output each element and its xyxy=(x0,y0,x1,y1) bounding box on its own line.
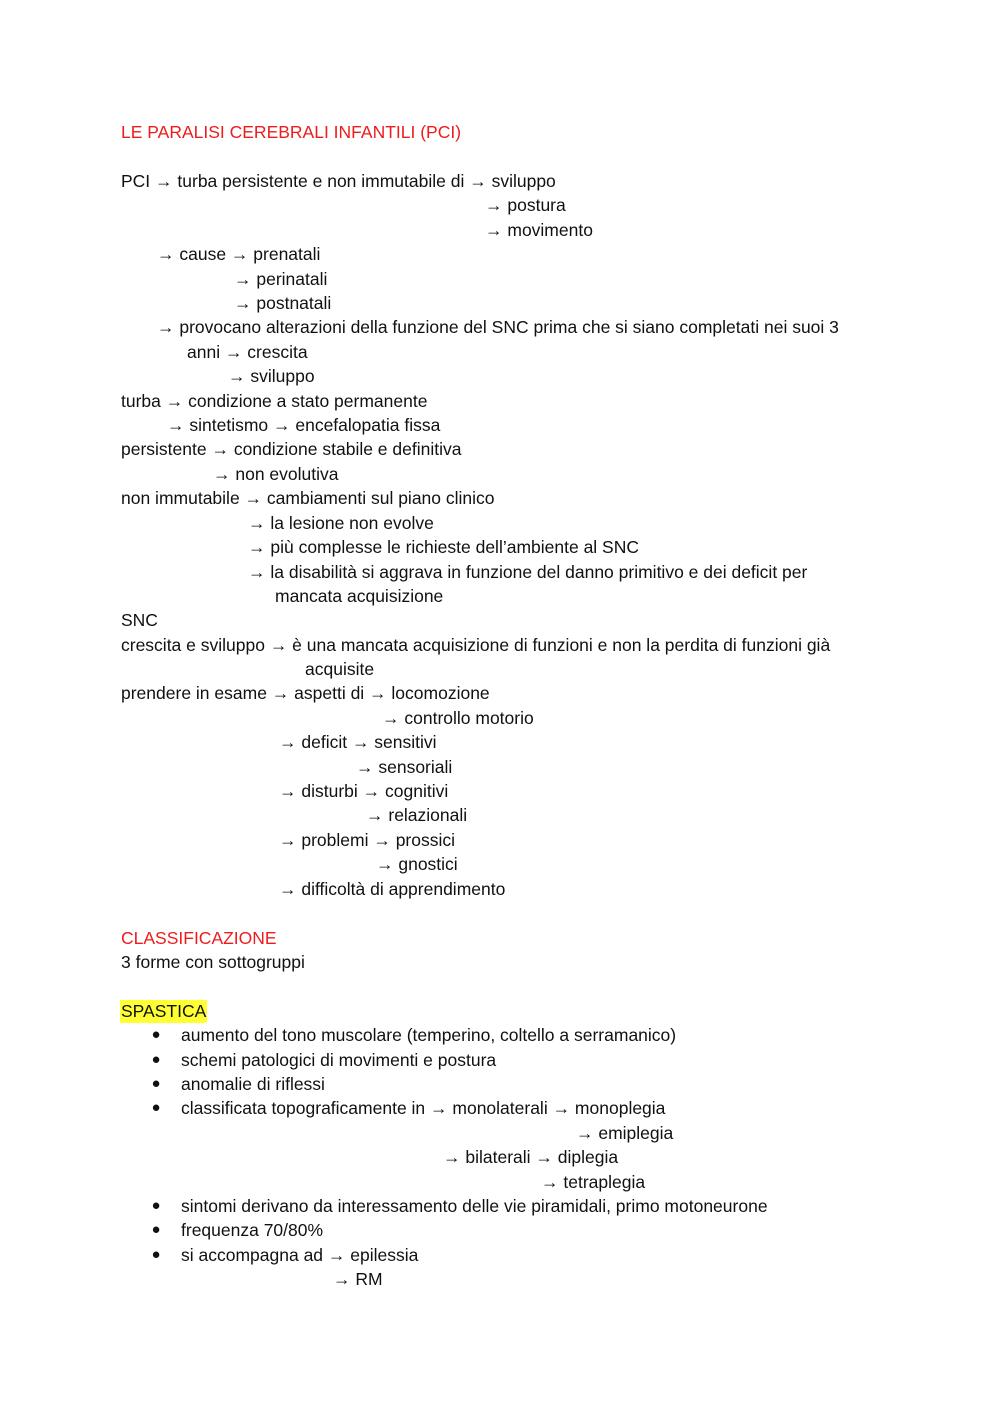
bullet-icon: ● xyxy=(151,1075,161,1092)
highlighted-heading: SPASTICA xyxy=(121,1001,207,1021)
text-line: → sviluppo xyxy=(228,366,315,386)
text-line: → relazionali xyxy=(366,805,468,825)
bullet-icon: ● xyxy=(151,1246,161,1263)
text-line: → problemi → prossici xyxy=(279,830,456,850)
text-line: → più complesse le richieste dell’ambiente al SNC xyxy=(248,537,640,557)
list-item: sintomi derivano da interessamento delle vie piramidali, primo motoneurone xyxy=(181,1196,768,1216)
text-line: → provocano alterazioni della funzione del SNC prima che si siano completati nei suoi 3 xyxy=(157,317,839,337)
text-line: → deficit → sensitivi xyxy=(279,732,437,752)
text-line: → la lesione non evolve xyxy=(248,513,434,533)
text-line: → la disabilità si aggrava in funzione del danno primitivo e dei deficit per xyxy=(248,562,808,582)
text-line: → gnostici xyxy=(376,854,458,874)
list-item: si accompagna ad → epilessia xyxy=(181,1245,419,1265)
list-subitem: → bilaterali → diplegia xyxy=(443,1147,619,1167)
bullet-icon: ● xyxy=(151,1026,161,1043)
bullet-icon: ● xyxy=(151,1221,161,1238)
text-line: → postnatali xyxy=(234,293,332,313)
text-line: non immutabile → cambiamenti sul piano clinico xyxy=(121,488,495,508)
section-subtitle: 3 forme con sottogruppi xyxy=(121,952,305,972)
text-line: → difficoltà di apprendimento xyxy=(279,879,506,899)
text-line: SNC xyxy=(121,610,158,630)
list-item: schemi patologici di movimenti e postura xyxy=(181,1050,497,1070)
list-item: aumento del tono muscolare (temperino, coltello a serramanico) xyxy=(181,1025,677,1045)
text-line: → cause → prenatali xyxy=(157,244,321,264)
list-item: frequenza 70/80% xyxy=(181,1220,324,1240)
list-item: anomalie di riflessi xyxy=(181,1074,325,1094)
bullet-icon: ● xyxy=(151,1099,161,1116)
list-subitem: → RM xyxy=(333,1269,383,1289)
bullet-icon: ● xyxy=(151,1197,161,1214)
text-line: → postura xyxy=(485,195,566,215)
text-line: → perinatali xyxy=(234,269,328,289)
list-subitem: → tetraplegia xyxy=(541,1172,646,1192)
text-line: anni → crescita xyxy=(187,342,308,362)
text-line: mancata acquisizione xyxy=(275,586,444,606)
text-line: → sintetismo → encefalopatia fissa xyxy=(167,415,441,435)
text-line: → sensoriali xyxy=(356,757,453,777)
text-line: → disturbi → cognitivi xyxy=(279,781,449,801)
text-line: → controllo motorio xyxy=(382,708,534,728)
section-heading-spastica xyxy=(120,999,207,1023)
text-line: acquisite xyxy=(305,659,375,679)
list-item: classificata topograficamente in → monolaterali → monoplegia xyxy=(181,1098,666,1118)
text-line: → non evolutiva xyxy=(213,464,339,484)
list-subitem: → emiplegia xyxy=(576,1123,674,1143)
text-line: crescita e sviluppo → è una mancata acquisizione di funzioni e non la perdita di funzioni già xyxy=(121,635,831,655)
text-line: → movimento xyxy=(485,220,593,240)
page-title: LE PARALISI CEREBRALI INFANTILI (PCI) xyxy=(121,122,462,142)
bullet-icon: ● xyxy=(151,1051,161,1068)
text-line: turba → condizione a stato permanente xyxy=(121,391,428,411)
section-heading-classificazione: CLASSIFICAZIONE xyxy=(121,928,277,948)
text-line: persistente → condizione stabile e definitiva xyxy=(121,439,462,459)
text-line: prendere in esame → aspetti di → locomozione xyxy=(121,683,490,703)
text-line: PCI → turba persistente e non immutabile di → sviluppo xyxy=(121,171,556,191)
